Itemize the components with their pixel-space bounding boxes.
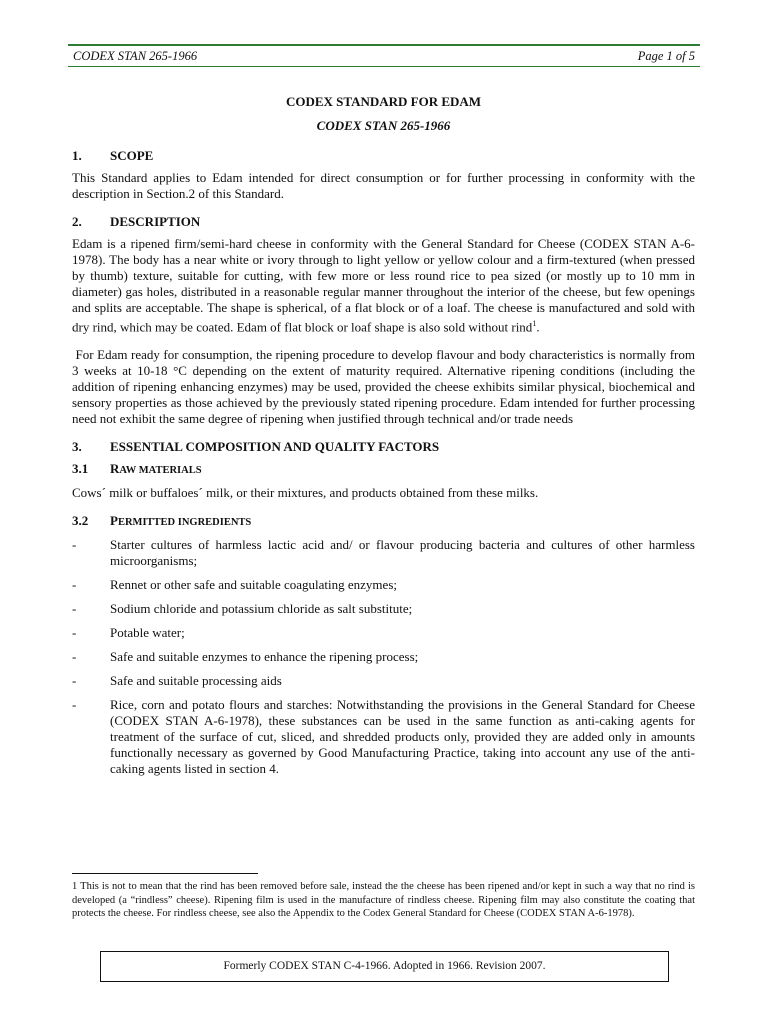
section-2-heading	[72, 214, 695, 230]
section-number: 3.	[72, 439, 82, 455]
section-title: SCOPE	[110, 148, 154, 163]
description-paragraph-2	[72, 347, 695, 427]
section-number: 2.	[72, 214, 82, 229]
scope-paragraph: This Standard applies to Edam intended for direct consumption or for further processing in conformity with the description in Section.2 of this Standard.	[72, 170, 695, 201]
section-number: 1.	[72, 148, 82, 163]
subsection-number: 3.2	[72, 513, 89, 529]
subsection-title: RAW MATERIALS	[110, 461, 202, 477]
description-text: For Edam ready for consumption, the ripening procedure to develop flavour and body characteristics is normally from 3 weeks at 10-18 °C depending on the extent of maturity required. Alternative ripening conditions (including the addition of ripening enhancing enzymes) may be used, provided the cheese exhibits similar physical, biochemical and sensory properties as those achieved by the previously stated ripening procedure. Edam intended for further processing need not exhibit the same degree of ripening when justified through technical and/or trade needs	[72, 347, 695, 427]
description-end: .	[536, 319, 540, 335]
description-paragraph-1	[72, 236, 695, 335]
section-title: ESSENTIAL COMPOSITION AND QUALITY FACTORS	[110, 439, 440, 455]
raw-materials-paragraph: Cows´ milk or buffaloes´ milk, or their mixtures, and products obtained from these milks.	[72, 485, 539, 501]
page-header	[68, 44, 700, 67]
footnote-divider	[72, 873, 258, 874]
footnote-reference: 1	[532, 319, 537, 328]
header-standard-code: CODEX STAN 265-1966	[73, 49, 198, 63]
document-subtitle: CODEX STAN 265-1966	[316, 118, 451, 133]
permitted-ingredients-list	[72, 537, 695, 777]
subsection-title: PERMITTED INGREDIENTS	[110, 513, 252, 529]
list-item: - Rennet or other safe and suitable coagulating enzymes;	[72, 577, 397, 593]
document-body	[72, 94, 695, 785]
section-3-2-heading	[72, 513, 695, 531]
section-title: DESCRIPTION	[110, 214, 201, 229]
list-item: - Starter cultures of harmless lactic acid and/ or flavour producing bacteria and cultures of other harmless microorganisms;	[72, 537, 695, 569]
footnote: 1 This is not to mean that the rind has been removed before sale, instead the the cheese has been ripened and/or kept in such a way that no rind is developed (a “rindless” cheese). Ripening film is used in the manufacture of rindless cheese. Ripening film may also constitute the coating that protects the cheese. For rindless cheese, see also the Appendix to the Codex General Standard for Cheese (CODEX STAN A-6-1978).	[72, 881, 695, 919]
section-3-1-heading	[72, 461, 695, 479]
list-item: - Potable water;	[72, 625, 185, 641]
list-item: - Safe and suitable processing aids	[72, 673, 282, 689]
list-item: - Rice, corn and potato flours and starches: Notwithstanding the provisions in the General Standard for Cheese (CODEX STAN A-6-1978), these substances can be used in the same function as anti-caking agents for treatment of the surface of cut, sliced, and shredded products only, provided they are added only in amounts functionally necessary as governed by Good Manufacturing Practice, taking into account any use of the anti-caking agents listed in section 4.	[72, 697, 695, 777]
description-text: Edam is a ripened firm/semi-hard cheese in conformity with the General Standard for Cheese (CODEX STAN A-6-1978). The body has a near white or ivory through to light yellow or yellow colour and a firm-textured (when pressed by thumb) texture, suitable for cutting, with few more or less round rice to pea sized (or mostly up to 10 mm in diameter) gas holes, distributed in a reasonable regular manner throughout the interior of the cheese, but few openings and splits are acceptable. The shape is spherical, of a flat block or of a loaf. The cheese is manufactured and sold with dry rind, which may be coated. Edam of flat block or loaf shape is also sold without rind	[72, 236, 695, 335]
list-item: - Sodium chloride and potassium chloride as salt substitute;	[72, 601, 413, 617]
footer-adoption-note: Formerly CODEX STAN C-4-1966. Adopted in 1966. Revision 2007.	[100, 951, 669, 982]
section-3-heading	[72, 439, 695, 455]
subsection-number: 3.1	[72, 461, 89, 477]
header-page-number: Page 1 of 5	[637, 49, 695, 63]
document-title: CODEX STANDARD FOR EDAM	[285, 94, 482, 109]
section-1-heading	[72, 148, 695, 164]
list-item: - Safe and suitable enzymes to enhance the ripening process;	[72, 649, 419, 665]
